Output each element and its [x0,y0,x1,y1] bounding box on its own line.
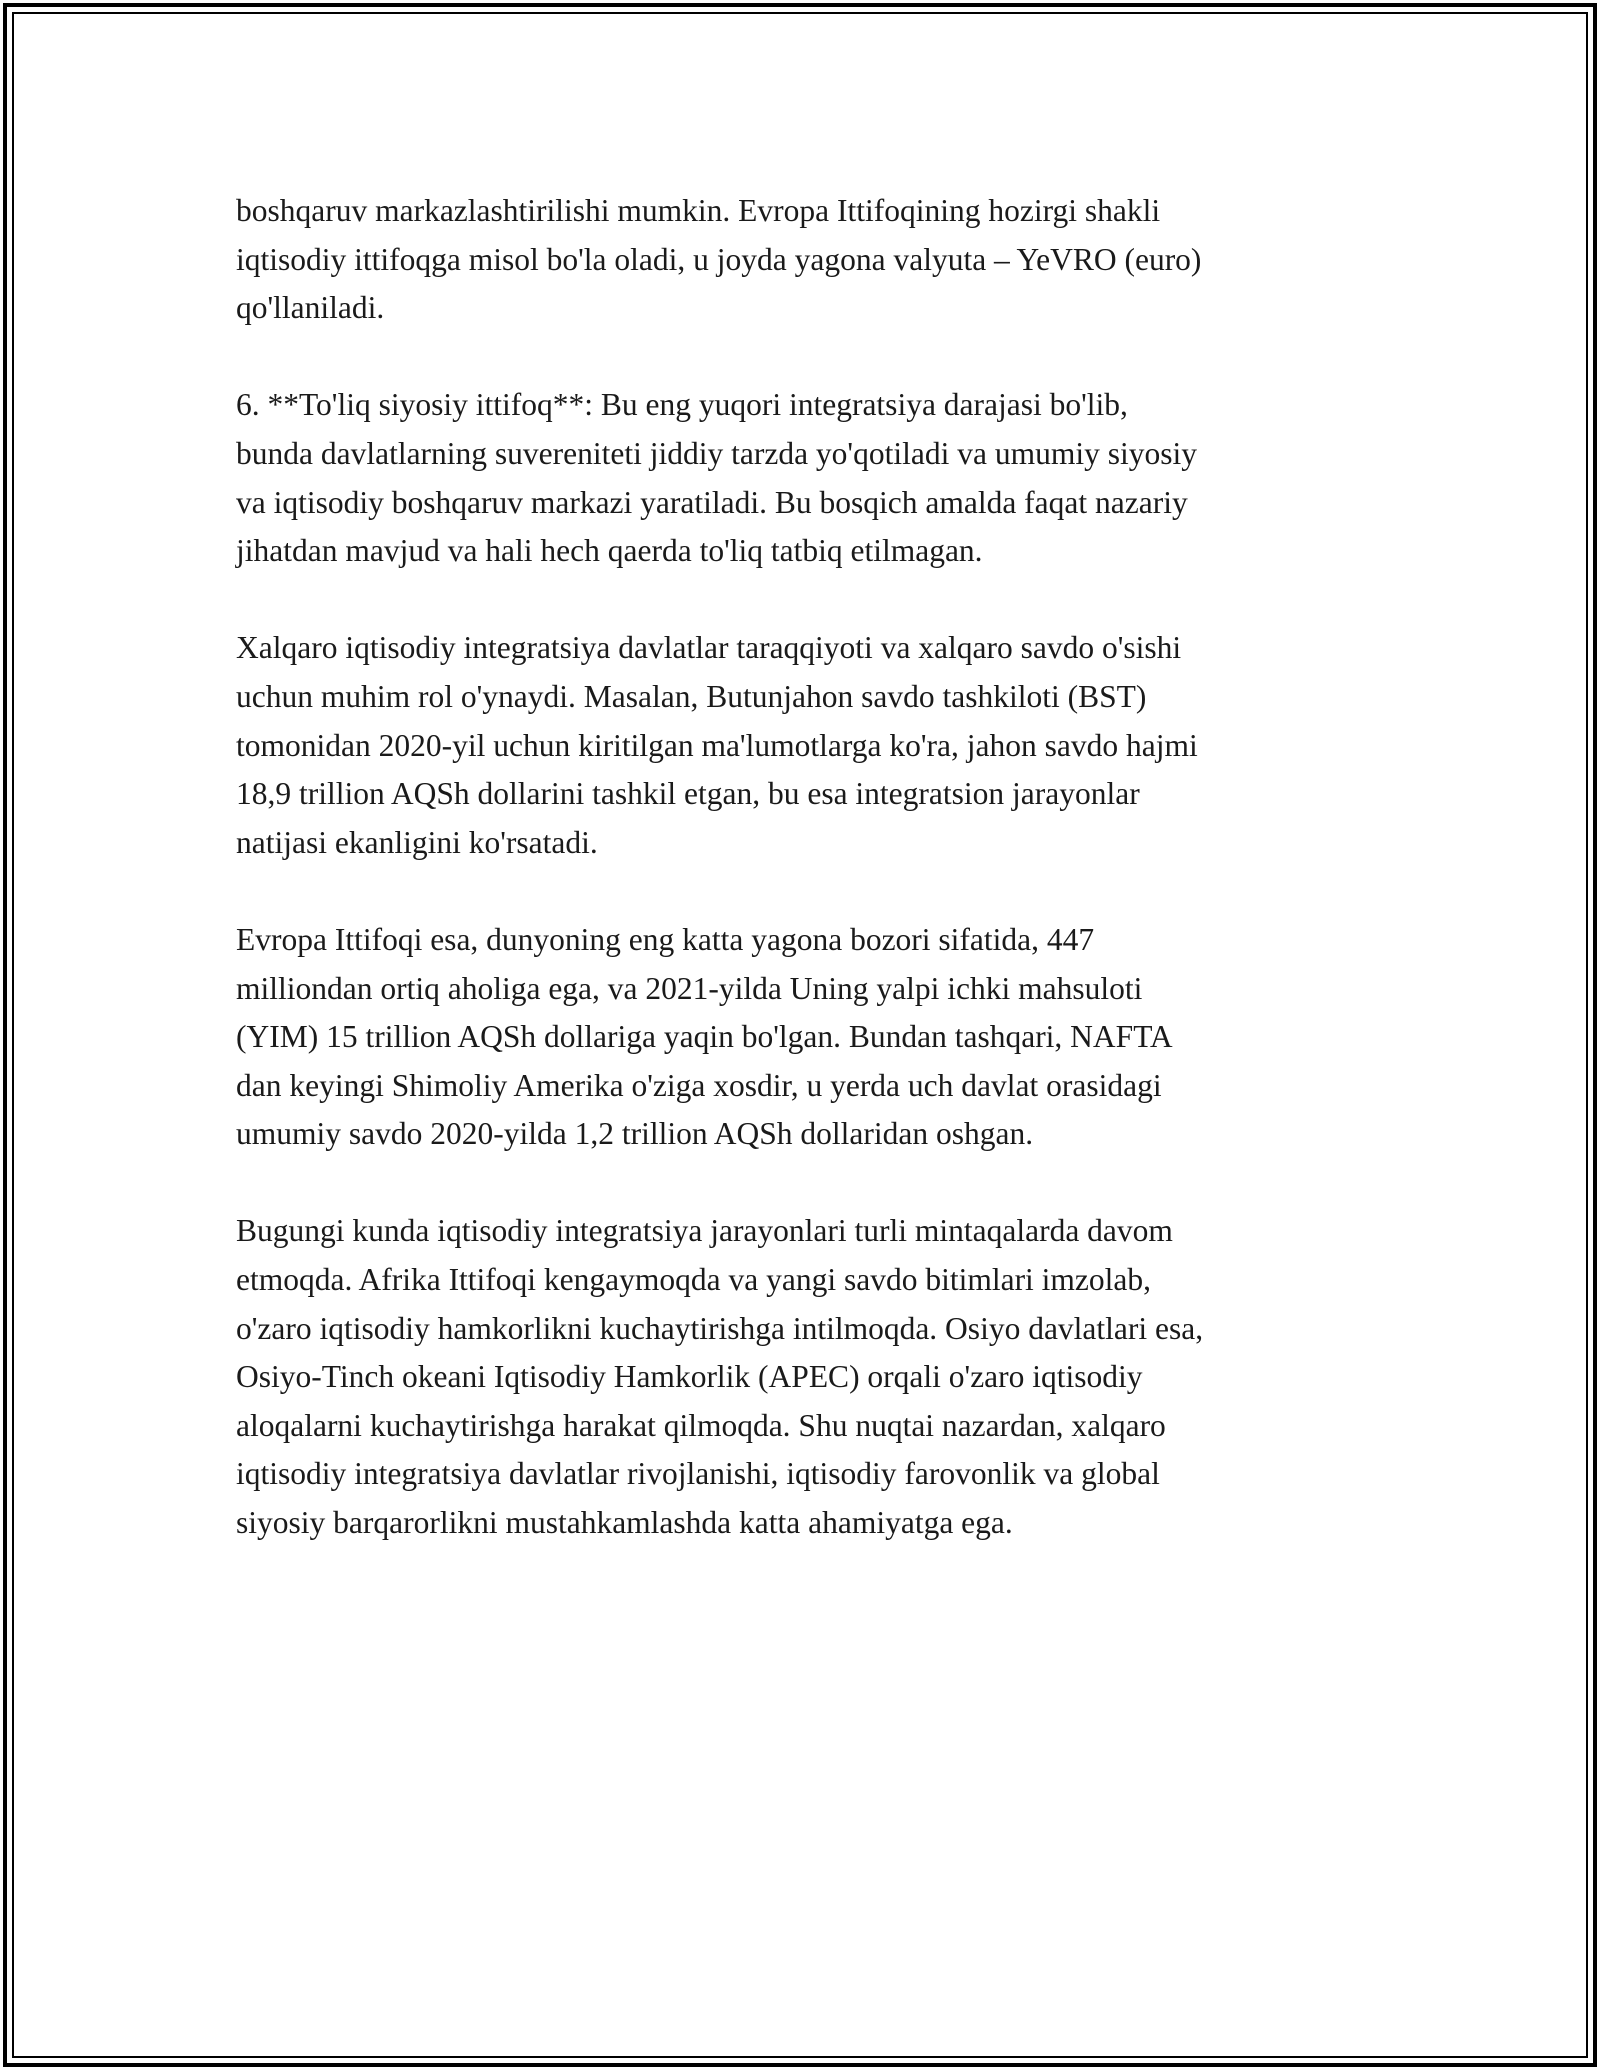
text-line: 18,9 trillion AQSh dollarini tashkil etgan, bu esa integratsion jarayonlar [236,776,1140,812]
paragraph-european-union [236,916,1376,1159]
paragraph-economic-union-end [236,187,1376,333]
text-line: qo'llaniladi. [236,290,385,326]
text-line: Evropa Ittifoqi esa, dunyoning eng katta yagona bozori sifatida, 447 [236,921,1095,957]
paragraph-current-integration [236,1207,1376,1547]
text-line: (YIM) 15 trillion AQSh dollariga yaqin bo'lgan. Bundan tashqari, NAFTA [236,1019,1173,1055]
text-line: Osiyo-Tinch okeani Iqtisodiy Hamkorlik (APEC) orqali o'zaro iqtisodiy [236,1359,1143,1395]
document-body [236,187,1376,1548]
text-line: tomonidan 2020-yil uchun kiritilgan ma'lumotlarga ko'ra, jahon savdo hajmi [236,727,1198,763]
text-line: Bugungi kunda iqtisodiy integratsiya jarayonlari turli mintaqalarda davom [236,1213,1173,1249]
paragraph-political-union [236,381,1376,575]
text-line: va iqtisodiy boshqaruv markazi yaratiladi. Bu bosqich amalda faqat nazariy [236,484,1188,520]
text-line: uchun muhim rol o'ynaydi. Masalan, Butunjahon savdo tashkiloti (BST) [236,678,1147,714]
text-line: Xalqaro iqtisodiy integratsiya davlatlar taraqqiyoti va xalqaro savdo o'sishi [236,630,1182,666]
text-line: dan keyingi Shimoliy Amerika o'ziga xosdir, u yerda uch davlat orasidagi [236,1067,1162,1103]
text-line: etmoqda. Afrika Ittifoqi kengaymoqda va yangi savdo bitimlari imzolab, [236,1262,1152,1298]
text-line: jihatdan mavjud va hali hech qaerda to'liq tatbiq etilmagan. [236,533,983,569]
text-line: aloqalarni kuchaytirishga harakat qilmoqda. Shu nuqtai nazardan, xalqaro [236,1407,1166,1443]
text-line: natijasi ekanligini ko'rsatadi. [236,824,598,860]
text-line: boshqaruv markazlashtirilishi mumkin. Evropa Ittifoqining hozirgi shakli [236,193,1161,228]
text-line: 6. **To'liq siyosiy ittifoq**: Bu eng yuqori integratsiya darajasi bo'lib, [236,387,1128,423]
text-line: umumiy savdo 2020-yilda 1,2 trillion AQSh dollaridan oshgan. [236,1116,1034,1152]
text-line: bunda davlatlarning suvereniteti jiddiy tarzda yo'qotiladi va umumiy siyosiy [236,435,1197,471]
paragraph-international-integration [236,624,1376,867]
text-line: iqtisodiy integratsiya davlatlar rivojlanishi, iqtisodiy farovonlik va global [236,1456,1160,1492]
text-line: iqtisodiy ittifoqga misol bo'la oladi, u joyda yagona valyuta – YeVRO (euro) [236,241,1202,277]
text-line: o'zaro iqtisodiy hamkorlikni kuchaytirishga intilmoqda. Osiyo davlatlari esa, [236,1310,1204,1346]
text-line: siyosiy barqarorlikni mustahkamlashda katta ahamiyatga ega. [236,1505,1013,1541]
text-line: milliondan ortiq aholiga ega, va 2021-yilda Uning yalpi ichki mahsuloti [236,970,1143,1006]
